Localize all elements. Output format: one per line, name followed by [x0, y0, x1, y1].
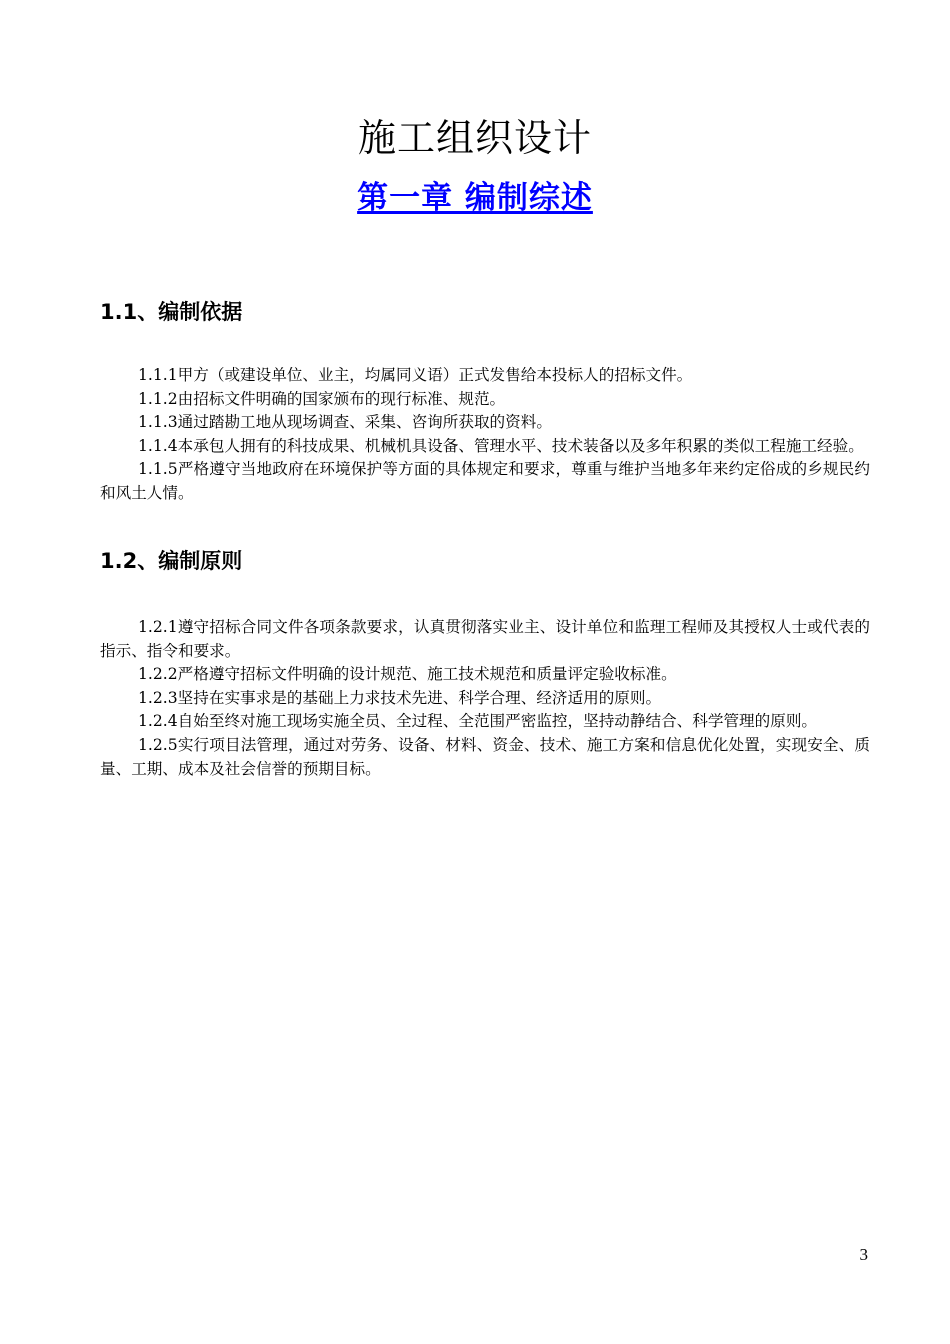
paragraph: 1.1.3通过踏勘工地从现场调查、采集、咨询所获取的资料。 — [138, 413, 552, 432]
paragraph-list — [100, 364, 870, 506]
paragraph: 1.1.5严格遵守当地政府在环境保护等方面的具体规定和要求，尊重与维护当地多年来约定俗成的乡规民约和风土人情。 — [100, 460, 870, 502]
paragraph: 1.2.1遵守招标合同文件各项条款要求，认真贯彻落实业主、设计单位和监理工程师及其授权人士或代表的指示、指令和要求。 — [100, 618, 870, 660]
chapter-title-link[interactable]: 第一章 编制综述 — [357, 180, 593, 216]
paragraph: 1.2.2严格遵守招标文件明确的设计规范、施工技术规范和质量评定验收标准。 — [138, 665, 677, 684]
document-title: 施工组织设计 — [357, 116, 592, 160]
paragraph: 1.1.1甲方（或建设单位、业主，均属同义语）正式发售给本投标人的招标文件。 — [138, 366, 693, 384]
paragraph-list — [100, 616, 870, 781]
paragraph: 1.2.5实行项目法管理，通过对劳务、设备、材料、资金、技术、施工方案和信息优化处置，实现安全、质量、工期、成本及社会信誉的预期目标。 — [100, 735, 870, 778]
paragraph: 1.2.3坚持在实事求是的基础上力求技术先进、科学合理、经济适用的原则。 — [138, 688, 662, 707]
section-heading: 1.1、编制依据 — [100, 300, 243, 324]
paragraph: 1.1.4本承包人拥有的科技成果、机械机具设备、管理水平、技术装备以及多年积累的类似工程施工经验。 — [138, 436, 864, 455]
section-heading: 1.2、编制原则 — [100, 549, 243, 573]
paragraph: 1.1.2由招标文件明确的国家颁布的现行标准、规范。 — [138, 389, 506, 408]
paragraph: 1.2.4自始至终对施工现场实施全员、全过程、全范围严密监控，坚持动静结合、科学管理的原则。 — [138, 712, 818, 731]
page-number: 3 — [859, 1245, 868, 1264]
section-principles — [100, 546, 870, 781]
section-basis — [100, 297, 870, 506]
